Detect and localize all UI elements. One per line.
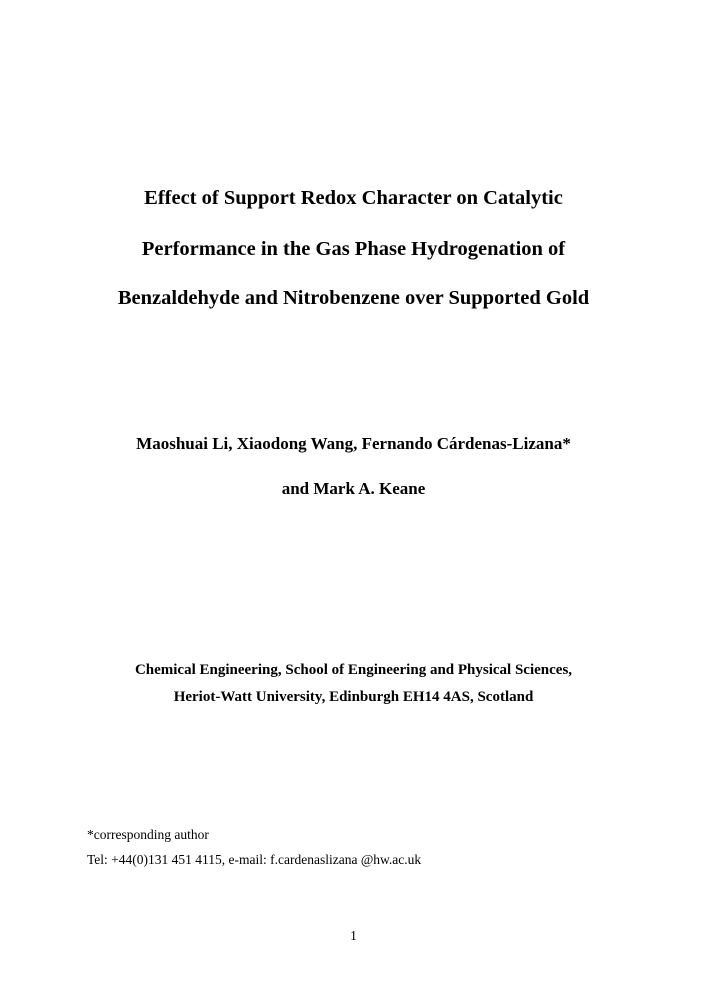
title-line-2: Performance in the Gas Phase Hydrogenation of bbox=[141, 238, 566, 260]
title-line-3: Benzaldehyde and Nitrobenzene over Supported Gold bbox=[117, 287, 590, 309]
author-line-2: and Mark A. Keane bbox=[281, 479, 426, 498]
page-number: 1 bbox=[350, 928, 357, 943]
contact-details: Tel: +44(0)131 451 4115, e-mail: f.cardenaslizana @hw.ac.uk bbox=[87, 852, 422, 867]
title-line-1: Effect of Support Redox Character on Catalytic bbox=[144, 187, 563, 209]
affiliation-line-1: Chemical Engineering, School of Engineering and Physical Sciences, bbox=[134, 662, 573, 678]
affiliation-line-2: Heriot-Watt University, Edinburgh EH14 4AS, Scotland bbox=[173, 689, 534, 705]
corresponding-author-note: *corresponding author bbox=[87, 827, 209, 842]
author-line-1: Maoshuai Li, Xiaodong Wang, Fernando Cárdenas-Lizana* bbox=[136, 434, 571, 453]
